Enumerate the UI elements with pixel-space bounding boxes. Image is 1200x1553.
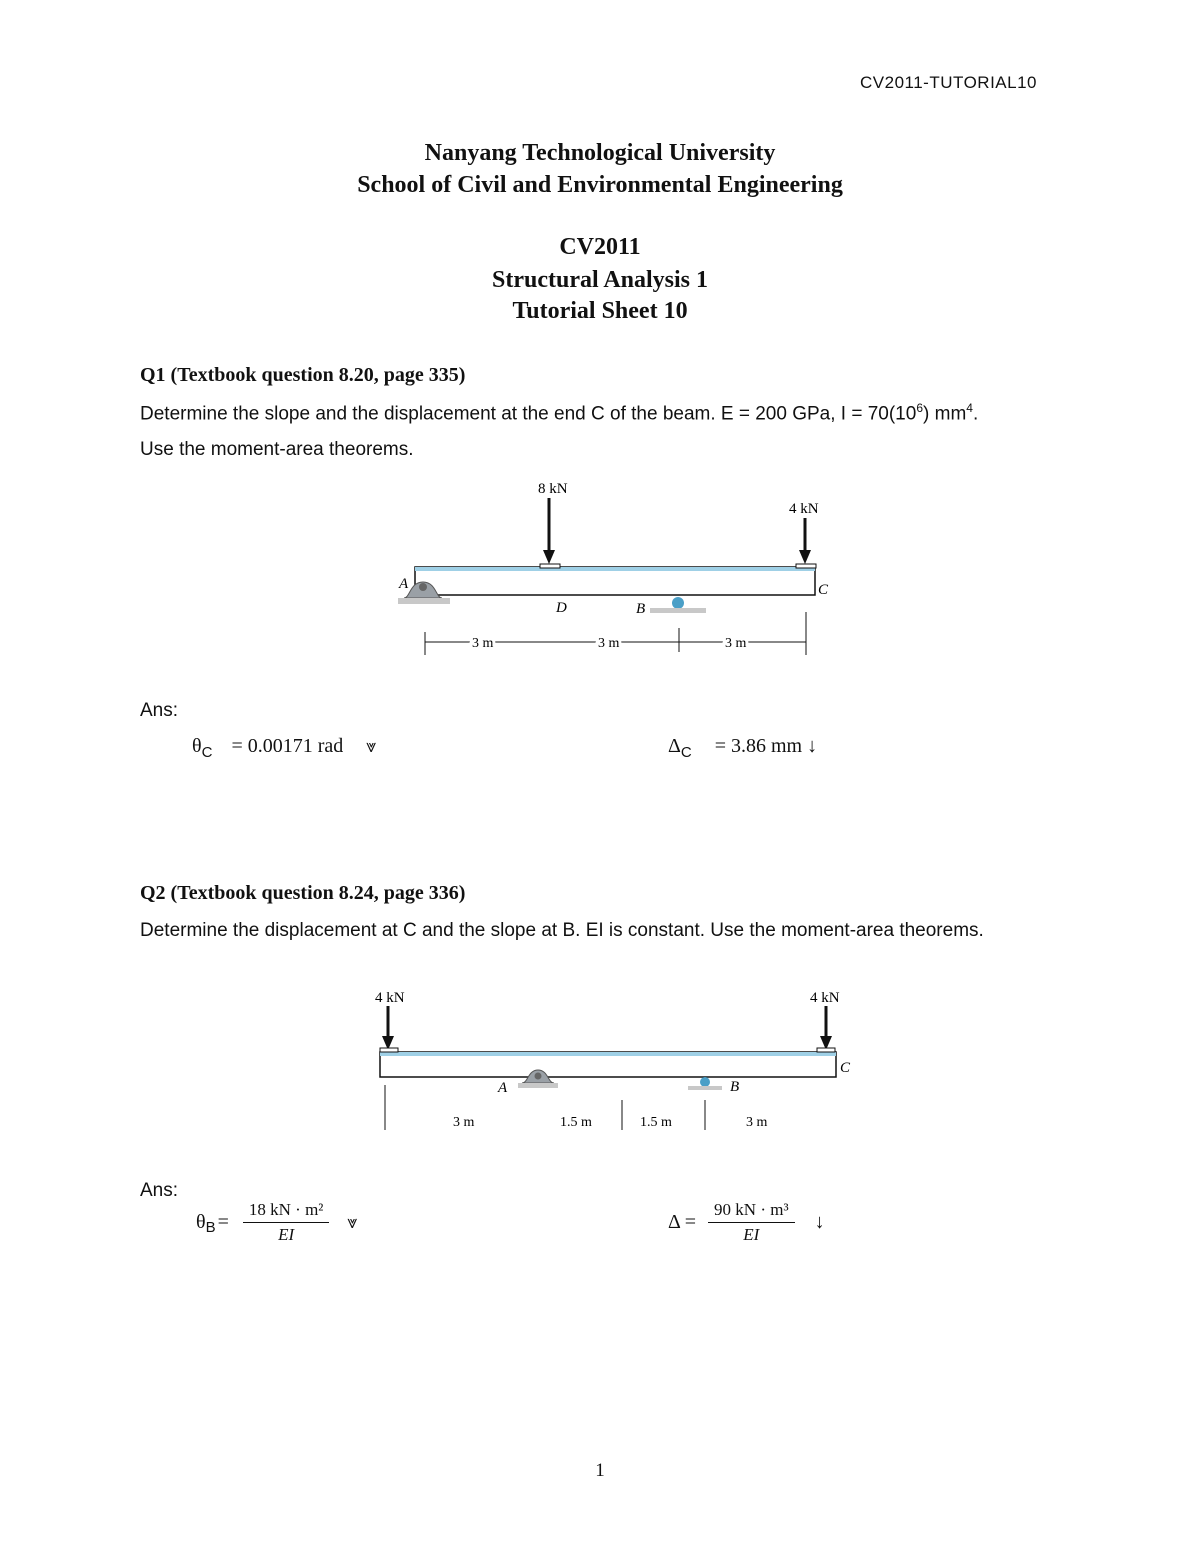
q2-delta-numerator: 90 kN · m³ bbox=[708, 1200, 795, 1223]
q2-theta-sub: B bbox=[205, 1219, 216, 1236]
q2-theta-fraction bbox=[243, 1200, 330, 1245]
course-code: CV2011 bbox=[559, 234, 641, 260]
q2-span-2: 1.5 m bbox=[560, 1115, 592, 1130]
q1-span-3: 3 m bbox=[725, 636, 747, 651]
q1-label-a: A bbox=[399, 576, 409, 592]
q1-load-c-label: 4 kN bbox=[789, 501, 819, 517]
q1-load-d-label: 8 kN bbox=[538, 481, 568, 497]
q2-span-4: 3 m bbox=[746, 1115, 768, 1130]
q1-exponent-4: 4 bbox=[966, 401, 973, 415]
q1-delta-value: = 3.86 mm ↓ bbox=[714, 735, 818, 757]
q1-answer-label: Ans: bbox=[140, 700, 179, 721]
school-name: School of Civil and Environmental Engineering bbox=[357, 172, 843, 198]
q2-delta-arrow-icon: ↓ bbox=[814, 1211, 825, 1233]
q1-beam-figure bbox=[380, 470, 840, 665]
q2-label-a: A bbox=[498, 1080, 508, 1096]
q2-theta-answer bbox=[196, 1200, 358, 1245]
q1-label-b: B bbox=[636, 601, 646, 617]
q2-label-c: C bbox=[840, 1060, 851, 1076]
q1-beam bbox=[415, 567, 815, 595]
q1-delta-answer bbox=[668, 735, 817, 761]
q1-exponent-6: 6 bbox=[916, 401, 924, 415]
document-code: CV2011-TUTORIAL10 bbox=[860, 73, 1037, 92]
q1-delta-sub: C bbox=[680, 744, 692, 761]
tutorial-sheet-title: Tutorial Sheet 10 bbox=[512, 298, 688, 324]
q2-delta-denominator: EI bbox=[743, 1225, 760, 1244]
q2-heading: Q2 (Textbook question 8.24, page 336) bbox=[140, 882, 466, 904]
q1-label-d: D bbox=[556, 600, 567, 616]
q1-theta-sub: C bbox=[201, 744, 213, 761]
q2-beam-figure bbox=[370, 980, 860, 1140]
q2-delta-symbol: Δ = bbox=[668, 1211, 697, 1233]
q2-theta-equals: = bbox=[217, 1211, 229, 1233]
q1-roller-support-b-icon bbox=[650, 597, 706, 613]
page-number: 1 bbox=[595, 1460, 605, 1481]
q1-statement-text: Determine the slope and the displacement at the end C of the beam. E = 200 GPa, I = 70(10 bbox=[140, 403, 917, 425]
q1-statement-end: . bbox=[972, 403, 979, 425]
q2-span-1: 3 m bbox=[453, 1115, 475, 1130]
q1-heading: Q1 (Textbook question 8.20, page 335) bbox=[140, 364, 466, 386]
q1-slope-direction-icon: ⩔ bbox=[366, 736, 377, 756]
q2-theta-numerator: 18 kN · m² bbox=[243, 1200, 330, 1223]
q2-label-b: B bbox=[730, 1079, 740, 1095]
q2-statement: Determine the displacement at C and the slope at B. EI is constant. Use the moment-area theorems. bbox=[140, 920, 984, 941]
q1-theta-answer bbox=[192, 735, 376, 761]
q1-label-c: C bbox=[818, 582, 829, 598]
q1-statement-unit: ) mm bbox=[923, 403, 967, 425]
q1-statement-line2: Use the moment-area theorems. bbox=[140, 439, 414, 460]
q1-delta-symbol: Δ bbox=[668, 735, 681, 757]
q2-answer-label: Ans: bbox=[140, 1180, 179, 1201]
q2-slope-direction-icon: ⩔ bbox=[347, 1212, 358, 1232]
q1-statement-line1 bbox=[140, 401, 978, 425]
q2-delta-answer bbox=[668, 1200, 825, 1245]
q1-load-c-arrow-icon bbox=[799, 550, 811, 564]
q1-theta-symbol: θ bbox=[192, 735, 202, 757]
q2-delta-fraction bbox=[708, 1200, 795, 1245]
university-name: Nanyang Technological University bbox=[424, 140, 776, 166]
q2-load-right-label: 4 kN bbox=[810, 990, 840, 1006]
q1-theta-value: = 0.00171 rad bbox=[231, 735, 344, 757]
q1-load-d-arrow-icon bbox=[543, 550, 555, 564]
q1-span-2: 3 m bbox=[598, 636, 620, 651]
q2-load-left-label: 4 kN bbox=[375, 990, 405, 1006]
q1-span-1: 3 m bbox=[472, 636, 494, 651]
q2-theta-symbol: θ bbox=[196, 1211, 206, 1233]
q2-roller-support-b-icon bbox=[688, 1077, 722, 1090]
course-name: Structural Analysis 1 bbox=[491, 267, 709, 293]
q2-theta-denominator: EI bbox=[278, 1225, 295, 1244]
q2-span-3: 1.5 m bbox=[640, 1115, 672, 1130]
